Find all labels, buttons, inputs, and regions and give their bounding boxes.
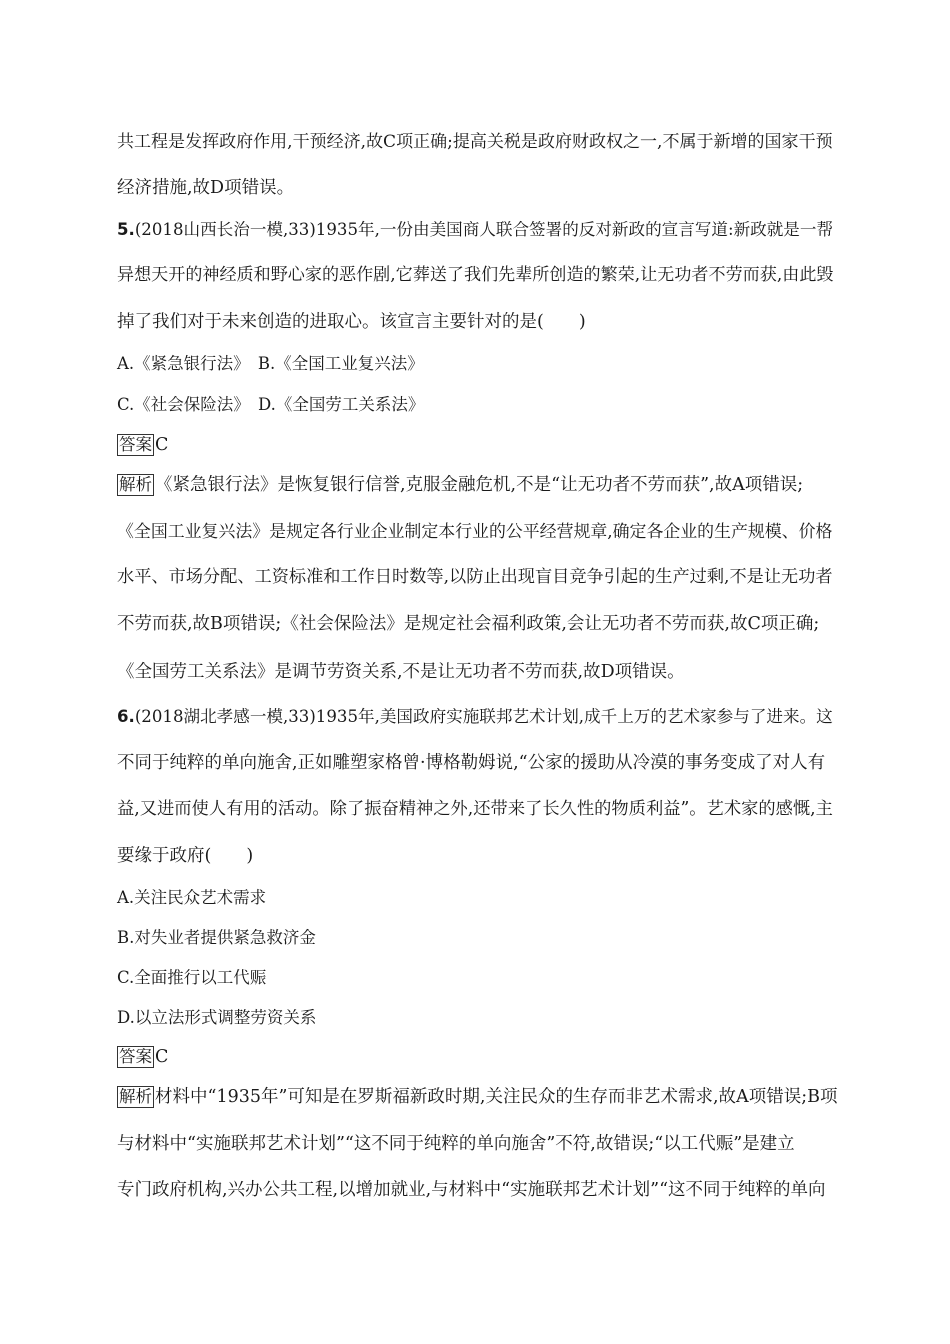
question-5-analysis-line-1 [117,473,837,497]
question-6-option-b: B.对失业者提供紧急救济金 [117,928,316,947]
question-5-options-row-2: C.《社会保险法》 D.《全国劳工关系法》 [117,395,425,414]
question-6-answer [117,1045,837,1069]
question-6-analysis-line-2: 与材料中“实施联邦艺术计划”“这不同于纯粹的单向施舍”不符,故错误;“以工代赈”是建立 [117,1134,795,1154]
question-5-line-1 [117,218,837,242]
analysis-text: 《紧急银行法》是恢复银行信誉,克服金融危机,不是“让无功者不劳而获”,故A项错误; [155,475,804,495]
answer-value: C [155,1047,169,1067]
question-5-analysis-line-2: 《全国工业复兴法》是规定各行业企业制定本行业的公平经营规章,确定各企业的生产规模、价格 [117,521,833,541]
question-5-line-2: 异想天开的神经质和野心家的恶作剧,它葬送了我们先辈所创造的繁荣,让无功者不劳而获,由此毁 [117,265,834,285]
question-6-text: (2018湖北孝感一模,33)1935年,美国政府实施联邦艺术计划,成千上万的艺术家参与了进来。这 [134,707,833,726]
question-6-line-2: 不同于纯粹的单向施舍,正如雕塑家格曾·博格勒姆说,“公家的援助从冷漠的事务变成了对人有 [117,753,826,773]
question-5-line-3: 掉了我们对于未来创造的进取心。该宣言主要针对的是( ) [117,312,586,332]
question-5-analysis-line-3: 水平、市场分配、工资标准和工作日时数等,以防止出现盲目竞争引起的生产过剩,不是让无功者 [117,567,833,587]
analysis-tag: 解析 [119,1087,152,1106]
analysis-tag: 解析 [119,475,152,494]
question-6-line-4: 要缘于政府( ) [117,846,254,866]
question-6-option-c: C.全面推行以工代赈 [117,968,267,987]
question-6-option-a: A.关注民众艺术需求 [117,888,267,907]
question-6-line-3: 益,又进而使人有用的活动。除了振奋精神之外,还带来了长久性的物质利益”。艺术家的感慨,主 [117,799,833,819]
prev-analysis-line-2: 经济措施,故D项错误。 [117,178,295,198]
question-6-line-1 [117,705,837,729]
answer-tag: 答案 [119,1047,152,1066]
question-6-analysis-line-1 [117,1085,837,1109]
prev-analysis-line-1: 共工程是发挥政府作用,干预经济,故C项正确;提高关税是政府财政权之一,不属于新增的国家干预 [117,132,833,152]
question-5-analysis-line-4: 不劳而获,故B项错误;《社会保险法》是规定社会福利政策,会让无功者不劳而获,故C项正确; [117,614,820,634]
analysis-text: 材料中“1935年”可知是在罗斯福新政时期,关注民众的生存而非艺术需求,故A项错误;B项 [155,1087,838,1107]
question-5-answer [117,433,837,457]
answer-tag: 答案 [119,435,152,454]
question-6-number: 6. [117,707,135,726]
answer-value: C [155,435,169,455]
question-5-text: (2018山西长治一模,33)1935年,一份由美国商人联合签署的反对新政的宣言写道:新政就是一帮 [134,220,834,239]
question-5-options-row-1: A.《紧急银行法》 B.《全国工业复兴法》 [117,354,424,373]
question-6-analysis-line-3: 专门政府机构,兴办公共工程,以增加就业,与材料中“实施联邦艺术计划”“这不同于纯粹的单向 [117,1180,826,1200]
question-5-analysis-line-5: 《全国劳工关系法》是调节劳资关系,不是让无功者不劳而获,故D项错误。 [117,662,685,682]
question-6-option-d: D.以立法形式调整劳资关系 [117,1008,317,1027]
question-5-number: 5. [117,220,135,239]
